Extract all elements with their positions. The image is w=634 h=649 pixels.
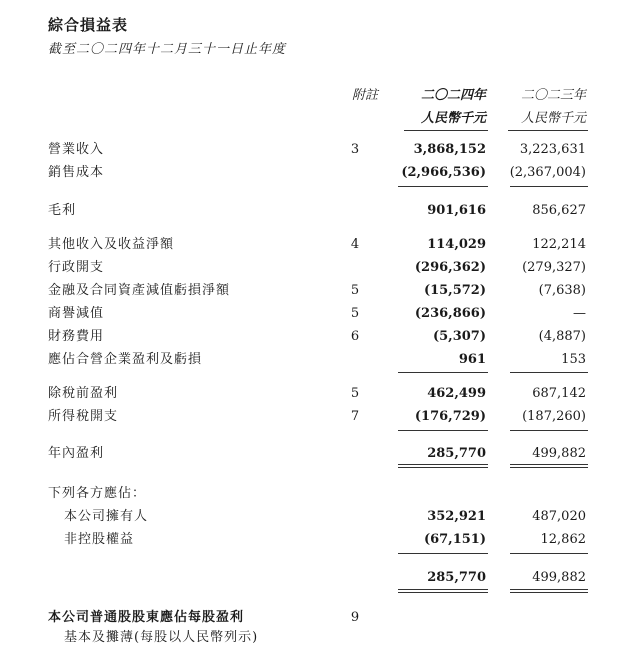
row-label: 毛利 <box>48 203 77 218</box>
row-value-2024: (236,866) <box>414 306 486 321</box>
row-value-2023: (279,327) <box>522 260 586 275</box>
header-underline-2023 <box>508 130 588 131</box>
row-label: 行政開支 <box>48 260 105 275</box>
row-gross-profit <box>0 199 634 222</box>
row-impairment-losses <box>0 279 634 302</box>
row-note: 6 <box>350 329 360 344</box>
year-2024-label: 二〇二四年 <box>420 88 486 103</box>
row-non-controlling-interests <box>0 528 634 551</box>
row-value-2024: (15,572) <box>423 283 486 298</box>
row-value-2024: 462,499 <box>427 386 486 401</box>
double-rule-2024-bottom <box>398 467 488 468</box>
double-rule-2023-top <box>510 464 588 465</box>
subtotal-rule-2024 <box>398 186 488 187</box>
row-note: 5 <box>350 386 360 401</box>
year-2024-column-header <box>380 84 486 130</box>
row-eps-basic-diluted <box>0 626 634 649</box>
row-note: 9 <box>350 610 360 625</box>
row-value-2024: 114,029 <box>427 237 486 252</box>
row-note: 3 <box>350 142 360 157</box>
row-label: 除稅前盈利 <box>48 386 119 401</box>
row-label: 金融及合同資產減值虧損淨額 <box>48 283 231 298</box>
row-value-2023: 856,627 <box>532 203 586 218</box>
row-value-2024: (176,729) <box>414 409 486 424</box>
row-label: 下列各方應佔： <box>48 486 147 501</box>
row-label: 所得稅開支 <box>48 409 119 424</box>
double-rule-2024-top <box>398 464 488 465</box>
row-share-of-jv <box>0 348 634 371</box>
row-value-2023: (4,887) <box>538 329 586 344</box>
row-finance-costs <box>0 325 634 348</box>
row-value-2023: 12,862 <box>540 532 586 547</box>
double-rule-2024-top <box>398 589 488 590</box>
row-value-2023: (187,260) <box>522 409 586 424</box>
row-label: 本公司普通股股東應佔每股盈利 <box>48 610 245 625</box>
statement-period: 截至二〇二四年十二月三十一日止年度 <box>48 42 287 57</box>
row-profit-for-year <box>0 442 634 465</box>
row-value-2023: 687,142 <box>532 386 586 401</box>
row-admin-expenses <box>0 256 634 279</box>
row-value-2024: (2,966,536) <box>401 165 486 180</box>
row-other-income <box>0 233 634 256</box>
row-label: 營業收入 <box>48 142 105 157</box>
row-revenue <box>0 138 634 161</box>
row-cost-of-sales <box>0 161 634 184</box>
row-attributable-total <box>0 566 634 589</box>
subtotal-rule-2024 <box>398 372 488 373</box>
double-rule-2023-bottom <box>510 592 588 593</box>
row-value-2024: 285,770 <box>427 570 486 585</box>
row-value-2024: (296,362) <box>414 260 486 275</box>
row-attributable-to <box>0 482 634 505</box>
row-note: 7 <box>350 409 360 424</box>
row-value-2023: 3,223,631 <box>519 142 586 157</box>
statement-title: 綜合損益表 <box>48 16 129 34</box>
row-value-2023: (2,367,004) <box>509 165 586 180</box>
row-label: 應佔合營企業盈利及虧損 <box>48 352 203 367</box>
subtotal-rule-2023 <box>510 553 588 554</box>
row-label: 基本及攤薄(每股以人民幣列示) <box>64 630 259 645</box>
subtotal-rule-2024 <box>398 553 488 554</box>
note-column-header <box>330 84 378 107</box>
note-header-label: 附註 <box>351 88 378 103</box>
row-value-2024: 285,770 <box>427 446 486 461</box>
row-owners-of-company <box>0 505 634 528</box>
row-note: 5 <box>350 306 360 321</box>
subtotal-rule-2023 <box>510 430 588 431</box>
row-value-2024: (67,151) <box>423 532 486 547</box>
double-rule-2024-bottom <box>398 592 488 593</box>
row-note: 5 <box>350 283 360 298</box>
row-value-2024: 352,921 <box>427 509 486 524</box>
row-label: 本公司擁有人 <box>64 509 149 524</box>
row-value-2024: (5,307) <box>432 329 486 344</box>
row-value-2023: — <box>573 306 586 321</box>
row-profit-before-tax <box>0 382 634 405</box>
year-2023-label: 二〇二三年 <box>520 88 586 103</box>
row-value-2023: 499,882 <box>532 570 586 585</box>
year-2023-column-header <box>490 84 586 130</box>
row-label: 商譽減值 <box>48 306 105 321</box>
row-value-2024: 901,616 <box>427 203 486 218</box>
double-rule-2023-top <box>510 589 588 590</box>
row-value-2023: 487,020 <box>532 509 586 524</box>
row-value-2023: 153 <box>561 352 586 367</box>
row-goodwill-impairment <box>0 302 634 325</box>
row-label: 銷售成本 <box>48 165 105 180</box>
double-rule-2023-bottom <box>510 467 588 468</box>
row-value-2024: 3,868,152 <box>413 142 486 157</box>
row-label: 其他收入及收益淨額 <box>48 237 175 252</box>
row-label: 非控股權益 <box>64 532 135 547</box>
row-income-tax <box>0 405 634 428</box>
row-value-2023: 499,882 <box>532 446 586 461</box>
row-value-2023: 122,214 <box>532 237 586 252</box>
row-note: 4 <box>350 237 360 252</box>
row-value-2024: 961 <box>458 352 486 367</box>
subtotal-rule-2023 <box>510 372 588 373</box>
row-label: 財務費用 <box>48 329 105 344</box>
subtotal-rule-2023 <box>510 186 588 187</box>
subtotal-rule-2024 <box>398 430 488 431</box>
unit-2024-label: 人民幣千元 <box>420 111 486 126</box>
header-underline-2024 <box>404 130 488 131</box>
unit-2023-label: 人民幣千元 <box>520 111 586 126</box>
row-label: 年內盈利 <box>48 446 105 461</box>
row-value-2023: (7,638) <box>538 283 586 298</box>
